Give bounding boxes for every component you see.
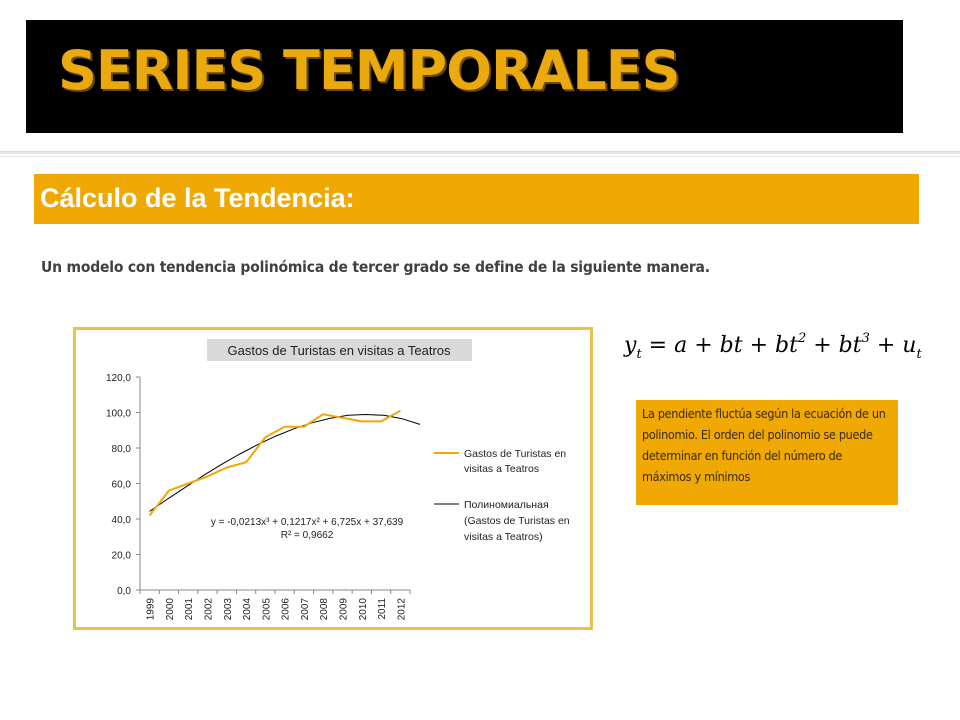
slide-subtitle: Cálculo de la Tendencia: (40, 183, 355, 213)
x-axis (140, 590, 410, 620)
x-tick-label: 2012 (396, 598, 408, 621)
x-tick-label: 2004 (242, 598, 254, 621)
y-axis (106, 373, 140, 597)
y-tick-label: 60,0 (111, 479, 131, 491)
x-tick-label: 2006 (280, 598, 292, 621)
series-line (150, 411, 401, 516)
x-tick-label: 2001 (184, 598, 196, 621)
legend-label-series-line1: Gastos de Turistas en (464, 448, 567, 460)
x-tick-label: 2007 (299, 598, 311, 621)
chart (76, 330, 590, 627)
x-tick-label: 1999 (145, 598, 157, 621)
x-tick-label: 2002 (203, 598, 215, 621)
legend-label-trend-line1: Полиномиальная (464, 499, 549, 511)
x-tick-label: 2008 (319, 598, 331, 621)
y-tick-label: 40,0 (111, 515, 131, 526)
description-text: Un modelo con tendencia polinómica de tercer grado se define de la siguiente manera. (41, 258, 710, 276)
x-tick-label: 2003 (222, 598, 234, 621)
formula (624, 324, 922, 370)
x-tick-label: 2010 (357, 598, 369, 621)
x-tick-label: 2011 (377, 598, 389, 620)
note-box (636, 400, 898, 505)
legend-label-trend-line3: visitas a Teatros) (464, 531, 543, 543)
y-tick-label: 100,0 (105, 408, 131, 420)
y-tick-label: 80,0 (111, 444, 131, 455)
x-tick-label: 2009 (338, 598, 350, 621)
formula-text: $y_t = a$ + bt + $bt^2 + bt^3 + u_t$ (624, 331, 922, 362)
formula-svg (624, 324, 922, 364)
slide-title: SERIES TEMPORALES (58, 39, 680, 102)
legend-label-trend (464, 499, 573, 543)
y-tick-label: 0,0 (117, 586, 131, 597)
x-tick-label: 2000 (164, 598, 176, 621)
trend-line (150, 415, 420, 512)
legend-label-trend-line2: (Gastos de Turistas en (464, 515, 570, 527)
y-tick-label: 20,0 (111, 550, 131, 562)
y-tick-label: 120,0 (105, 373, 131, 384)
trend-equation: y = -0,0213x³ + 0,1217x² + 6,725x + 37,639 (210, 517, 404, 528)
legend-label-series (464, 448, 569, 475)
chart-title: Gastos de Turistas en visitas a Teatros (227, 343, 451, 358)
chart-frame (73, 327, 593, 630)
legend-label-series-line2: visitas a Teatros (464, 463, 540, 475)
separator-line (0, 151, 960, 154)
x-tick-label: 2005 (261, 598, 273, 621)
separator-line-thin (0, 156, 960, 157)
legend (434, 448, 573, 543)
trend-r2: R² = 0,9662 (280, 530, 334, 541)
note-text: La pendiente fluctúa según la ecuación de un polinomio. El orden del polinomio se puede determinar en función del número de máximos y mínimos (642, 406, 886, 484)
